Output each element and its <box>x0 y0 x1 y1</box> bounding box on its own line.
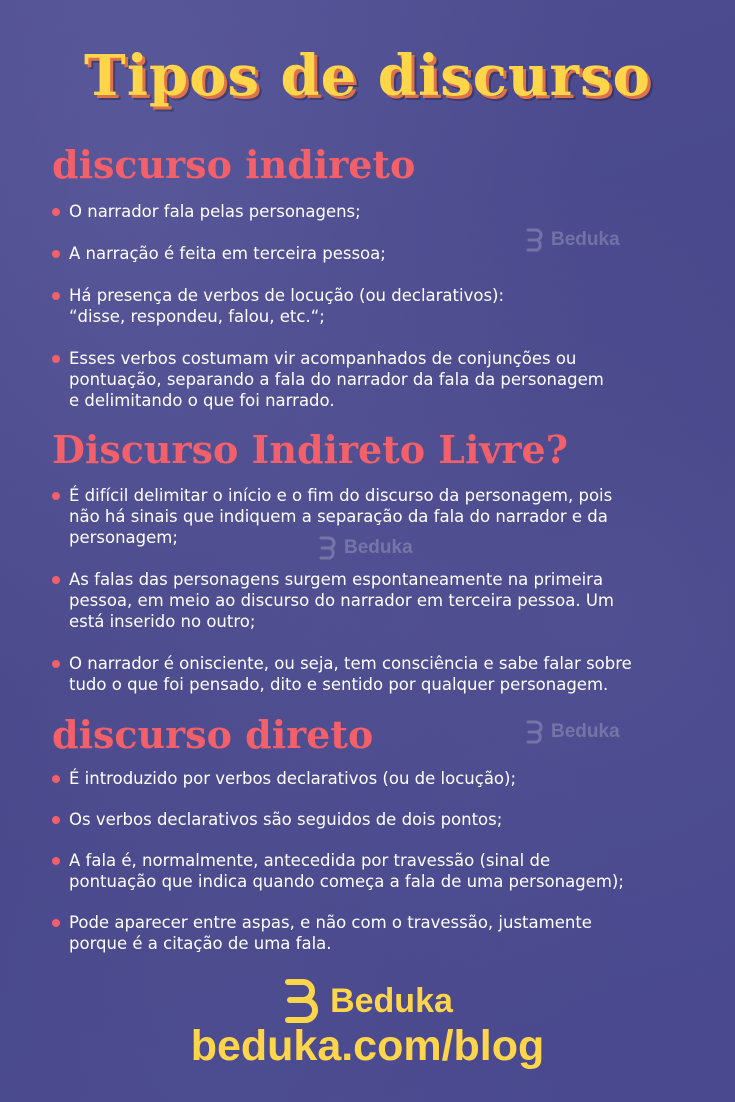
list-item-text: A narração é feita em terceira pessoa; <box>69 244 386 263</box>
list-item-text: O narrador é onisciente, ou seja, tem consciência e sabe falar sobre tudo o que foi pensado, dito e sentido por qualquer personagem. <box>69 654 632 694</box>
bullet-dot-icon <box>52 355 60 363</box>
bullet-dot-icon <box>52 919 60 927</box>
bullet-list-direto <box>52 768 692 954</box>
section-heading-direto: discurso direto <box>52 712 374 757</box>
list-item-text: As falas das personagens surgem espontaneamente na primeira pessoa, em meio ao discurso do narrador em terceira pessoa. Um está inserido no outro; <box>69 570 614 631</box>
list-item-text: Os verbos declarativos são seguidos de dois pontos; <box>69 810 503 829</box>
bullet-dot-icon <box>52 857 60 865</box>
list-item-text: A fala é, normalmente, antecedida por travessão (sinal de pontuação que indica quando começa a fala de uma personagem); <box>69 851 624 891</box>
bullet-dot-icon <box>52 250 60 258</box>
bullet-dot-icon <box>52 292 60 300</box>
list-item <box>52 912 692 954</box>
bullet-dot-icon <box>52 775 60 783</box>
main-title: Tipos de discurso <box>84 43 651 109</box>
watermark <box>318 536 413 560</box>
list-item <box>52 653 692 695</box>
watermark <box>525 720 620 744</box>
list-item <box>52 201 692 222</box>
list-item <box>52 850 692 892</box>
beduka-b-icon <box>525 720 545 744</box>
list-item <box>52 768 692 789</box>
footer-url-link[interactable]: beduka.com/blog <box>190 1022 545 1070</box>
list-item-text: O narrador fala pelas personagens; <box>69 202 361 221</box>
list-item <box>52 348 692 411</box>
list-item-text: Pode aparecer entre aspas, e não com o travessão, justamente porque é a citação de uma fala. <box>69 913 592 953</box>
list-item-text: Há presença de verbos de locução (ou declarativos): “disse, respondeu, falou, etc.“; <box>69 286 505 326</box>
list-item <box>52 569 692 632</box>
bullet-dot-icon <box>52 816 60 824</box>
bullet-dot-icon <box>52 660 60 668</box>
beduka-b-icon <box>525 228 545 252</box>
list-item <box>52 285 692 327</box>
bullet-dot-icon <box>52 492 60 500</box>
bullet-list-indireto-livre <box>52 485 692 695</box>
watermark-text: Beduka <box>551 721 620 742</box>
bullet-dot-icon <box>52 576 60 584</box>
list-item-text: Esses verbos costumam vir acompanhados de conjunções ou pontuação, separando a fala do narrador da fala da personagem e delimitando o que foi narrado. <box>69 349 604 410</box>
beduka-b-icon <box>318 536 338 560</box>
section-heading-indireto-livre: Discurso Indireto Livre? <box>52 427 568 472</box>
watermark-text: Beduka <box>551 229 620 250</box>
list-item <box>52 809 692 830</box>
watermark <box>525 228 620 252</box>
bullet-dot-icon <box>52 208 60 216</box>
footer-brand: Beduka <box>330 981 453 1020</box>
list-item-text: É difícil delimitar o início e o fim do discurso da personagem, pois não há sinais que indiquem a separação da fala do narrador e da personagem; <box>69 486 613 547</box>
watermark-text: Beduka <box>344 537 413 558</box>
section-heading-indireto: discurso indireto <box>52 142 416 187</box>
list-item-text: É introduzido por verbos declarativos (ou de locução); <box>69 769 517 788</box>
footer-logo <box>0 978 735 1024</box>
beduka-b-icon <box>282 978 320 1024</box>
